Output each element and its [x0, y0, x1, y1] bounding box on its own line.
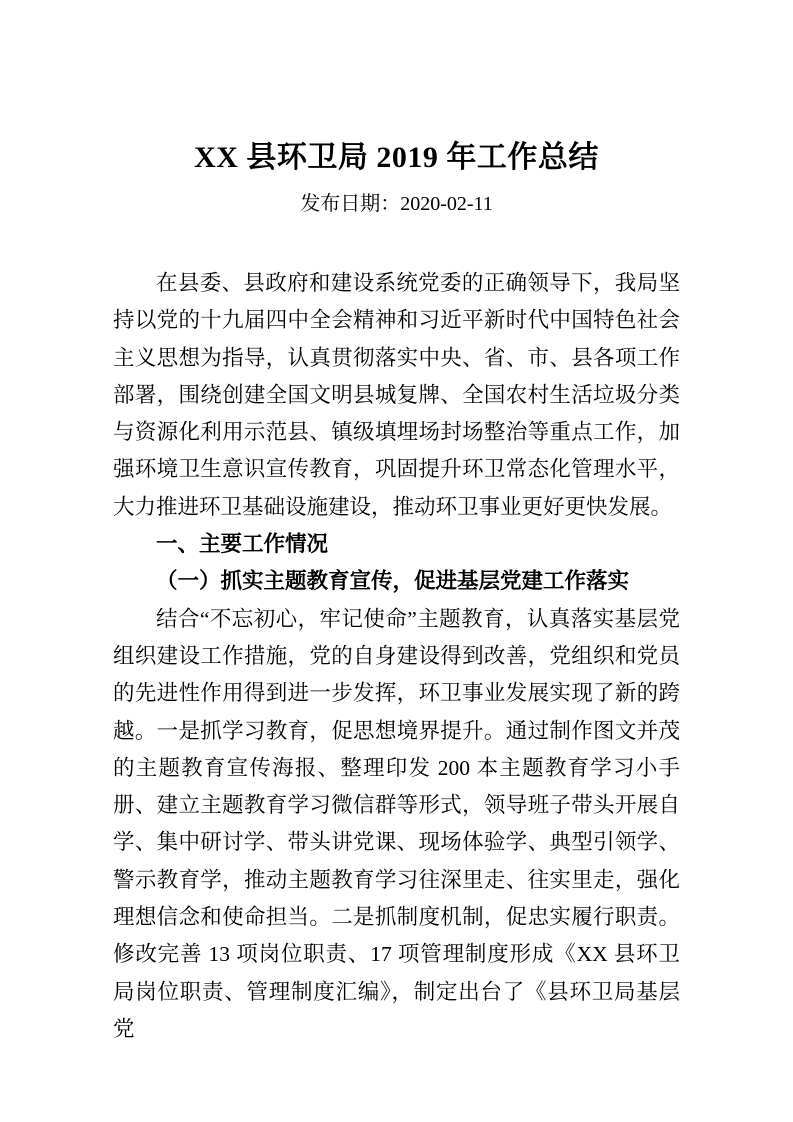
document-content: [113, 132, 680, 1048]
document-title: XX 县环卫局 2019 年工作总结: [194, 141, 599, 174]
title-body-spacer: [113, 224, 680, 265]
intro-paragraph: 在县委、县政府和建设系统党委的正确领导下，我局坚持以党的十九届四中全会精神和习近平新时代中国特色社会主义思想为指导，认真贯彻落实中央、省、市、县各项工作部署，围绕创建全国文明县城复牌、全国农村生活垃圾分类与资源化利用示范县、镇级填埋场封场整治等重点工作，加强环境卫生意识宣传教育，巩固提升环卫常态化管理水平，大力推进环卫基础设施建设，推动环卫事业更好更快发展。: [113, 271, 680, 519]
publish-date-label: 发布日期：: [300, 193, 401, 215]
publish-date-line: [113, 184, 680, 224]
section-1-heading: 一、主要工作情况: [156, 532, 329, 557]
section-1-1-heading: （一）抓实主题教育宣传，促进基层党建工作落实: [156, 569, 630, 594]
section-1-1-paragraph: 结合“不忘初心，牢记使命”主题教育，认真落实基层党组织建设工作措施，党的自身建设得到改善，党组织和党员的先进性作用得到进一步发挥，环卫事业发展实现了新的跨越。一是抓学习教育，促思想境界提升。通过制作图文并茂的主题教育宣传海报、整理印发 200 本主题教育学习小手册、建立主题教育学习微信群等形式，领导班子带头开展自学、集中研讨学、带头讲党课、现场体验学、典型引领学、警示教育学，推动主题教育学习往深里走、往实里走，强化理想信念和使命担当。二是抓制度机制，促忠实履行职责。修改完善 13 项岗位职责、17 项管理制度形成《XX 县环卫局岗位职责、管理制度汇编》，制定出台了《县环卫局基层党: [113, 606, 680, 1041]
publish-date-value: 2020-02-11: [400, 193, 493, 215]
